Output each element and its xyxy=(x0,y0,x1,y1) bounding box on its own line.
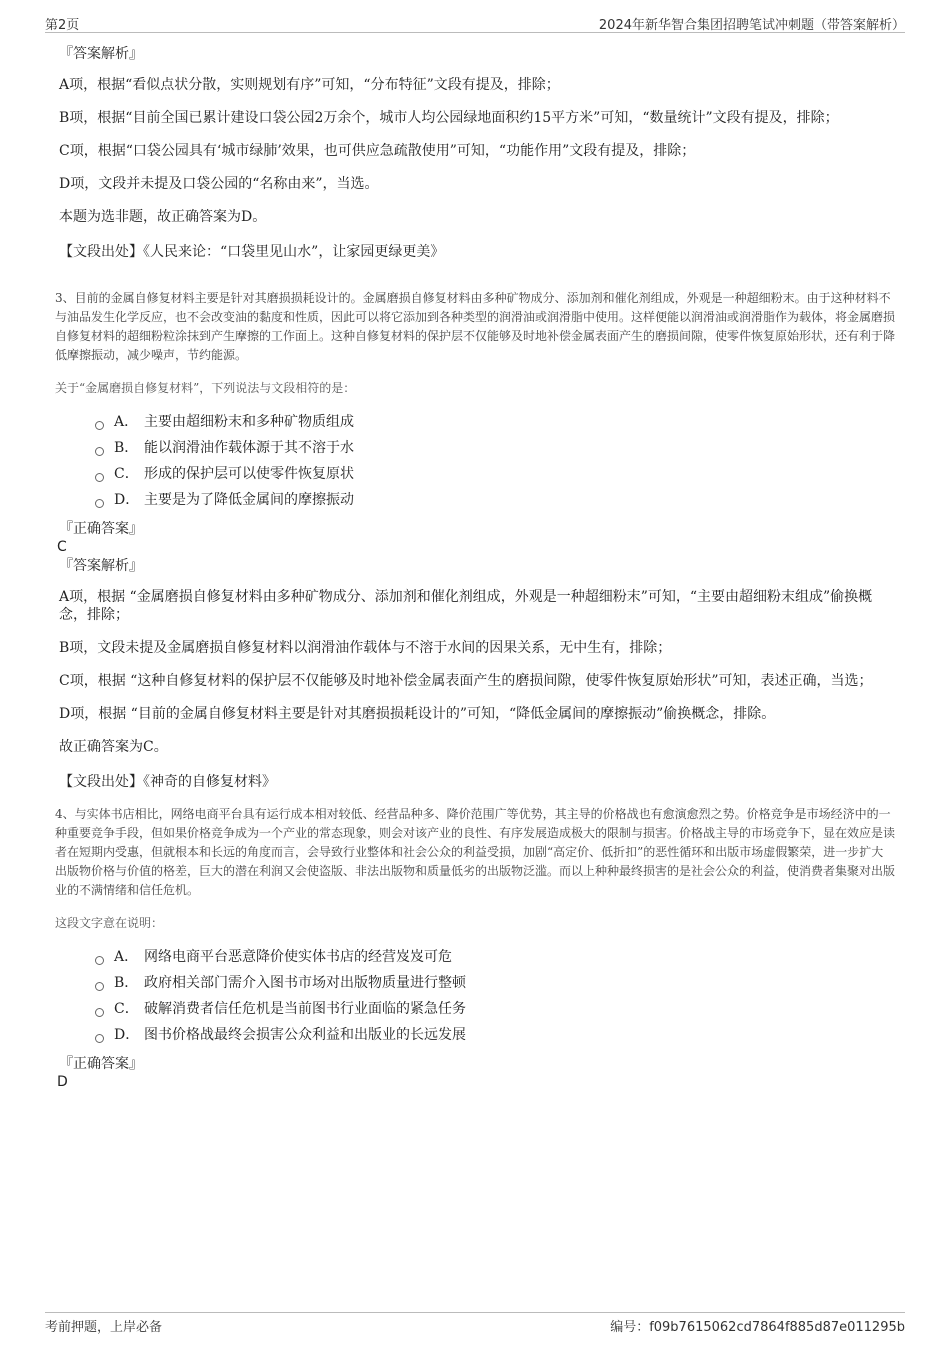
q3-conclusion: 故正确答案为C。 xyxy=(59,739,168,755)
q3-option-c[interactable]: C． 形成的保护层可以使零件恢复原状 xyxy=(95,461,895,487)
q4-option-a[interactable]: A． 网络电商平台恶意降价使实体书店的经营岌岌可危 xyxy=(95,944,895,970)
q3-analysis-a: A项，根据 “金属磨损自修复材料由多种矿物成分、添加剂和催化剂组成，外观是一种超细粉末”可知，“主要由超细粉末组成”偷换概念，排除； xyxy=(59,589,873,623)
radio-icon[interactable] xyxy=(95,1034,104,1043)
footer-slogan: 考前押题，上岸必备 xyxy=(45,1320,163,1335)
radio-icon[interactable] xyxy=(95,956,104,965)
q3-answer-label: 『正确答案』 xyxy=(59,521,143,537)
q4-answer: D xyxy=(57,1074,68,1090)
page-header xyxy=(45,12,905,33)
q2-analysis-a: A项，根据“看似点状分散，实则规划有序”可知，“分布特征”文段有提及，排除； xyxy=(59,77,560,93)
page-content xyxy=(55,44,895,1091)
q3-analysis-d: D项，根据 “目前的金属自修复材料主要是针对其磨损损耗设计的”可知，“降低金属间的摩擦振动”偷换概念，排除。 xyxy=(59,706,776,722)
q4-option-c[interactable]: C． 破解消费者信任危机是当前图书行业面临的紧急任务 xyxy=(95,996,895,1022)
radio-icon[interactable] xyxy=(95,499,104,508)
document-title: 2024年新华智合集团招聘笔试冲刺题（带答案解析） xyxy=(598,18,905,33)
q4-option-b[interactable]: B． 政府相关部门需介入图书市场对出版物质量进行整顿 xyxy=(95,970,895,996)
q4-answer-label: 『正确答案』 xyxy=(59,1056,143,1072)
radio-icon[interactable] xyxy=(95,982,104,991)
radio-icon[interactable] xyxy=(95,447,104,456)
q3-prompt: 关于“金属磨损自修复材料”，下列说法与文段相符的是： xyxy=(55,381,356,395)
q2-analysis-d: D项，文段并未提及口袋公园的“名称由来”，当选。 xyxy=(59,176,379,192)
q3-option-d[interactable]: D． 主要是为了降低金属间的摩擦振动 xyxy=(95,487,895,513)
q2-source: 【文段出处】《人民来论：“口袋里见山水”，让家园更绿更美》 xyxy=(59,244,445,260)
radio-icon[interactable] xyxy=(95,1008,104,1017)
q2-analysis-c: C项，根据“口袋公园具有‘城市绿肺’效果，也可供应急疏散使用”可知，“功能作用”文段有提及，排除； xyxy=(59,143,696,159)
q3-source: 【文段出处】《神奇的自修复材料》 xyxy=(59,774,276,790)
q3-analysis-c: C项，根据 “这种自修复材料的保护层不仅能够及时地补偿金属表面产生的磨损间隙，使零件恢复原始形状”可知，表述正确，当选； xyxy=(59,673,873,689)
q4-options xyxy=(95,944,895,1048)
q3-option-a[interactable]: A． 主要由超细粉末和多种矿物质组成 xyxy=(95,409,895,435)
q4-option-d[interactable]: D． 图书价格战最终会损害公众利益和出版业的长远发展 xyxy=(95,1022,895,1048)
q2-analysis-label: 『答案解析』 xyxy=(59,46,143,62)
document-code: 编号：f09b7615062cd7864f885d87e011295b xyxy=(610,1320,905,1335)
radio-icon[interactable] xyxy=(95,473,104,482)
page-number: 第2页 xyxy=(45,18,80,33)
q3-analysis-b: B项，文段未提及金属磨损自修复材料以润滑油作载体与不溶于水间的因果关系，无中生有，排除； xyxy=(59,640,672,656)
q2-conclusion: 本题为选非题，故正确答案为D。 xyxy=(59,209,267,225)
q3-analysis-label: 『答案解析』 xyxy=(59,558,143,574)
q2-analysis-b: B项，根据“目前全国已累计建设口袋公园2万余个，城市人均公园绿地面积约15平方米”可知，“数量统计”文段有提及，排除； xyxy=(59,110,839,126)
radio-icon[interactable] xyxy=(95,421,104,430)
q3-answer: C xyxy=(57,539,67,555)
q4-prompt: 这段文字意在说明： xyxy=(55,916,164,930)
page-footer xyxy=(45,1312,905,1335)
q3-option-b[interactable]: B． 能以润滑油作载体源于其不溶于水 xyxy=(95,435,895,461)
q4-text: 4、与实体书店相比，网络电商平台具有运行成本相对较低、经营品种多、降价范围广等优势，其主导的价格战也有愈演愈烈之势。价格竞争是市场经济中的一种重要竞争手段，但如果价格竞争成为一个产业的常态现象，则会对该产业的良性、有序发展造成极大的限制与损害。价格战主导的市场竞争下，显在效应是读者在短期内受惠，但就根本和长远的角度而言，会导致行业整体和社会公众的利益受损，加剧“高定价、低折扣”的恶性循环和出版市场虚假繁荣，进一步扩大出版物价格与价值的格差，巨大的潜在利润又会使盗版、非法出版物和质量低劣的出版物泛滥。而以上种种最终损害的是社会公众的利益，使消费者集聚对出版业的不满情绪和信任危机。 xyxy=(55,807,896,897)
q3-options xyxy=(95,409,895,513)
q3-text: 3、目前的金属自修复材料主要是针对其磨损损耗设计的。金属磨损自修复材料由多种矿物成分、添加剂和催化剂组成，外观是一种超细粉末。由于这种材料不与油品发生化学反应，也不会改变油的黏度和性质，因此可以将它添加到各种类型的润滑油或润滑脂中使用。这样便能以润滑油或润滑脂作为载体，将金属磨损自修复材料的超细粉粒涂抹到产生摩擦的工作面上。这种自修复材料的保护层不仅能够及时地补偿金属表面产生的磨损间隙，使零件恢复原始形状，还有利于降低摩擦振动，减少噪声，节约能源。 xyxy=(55,291,896,362)
